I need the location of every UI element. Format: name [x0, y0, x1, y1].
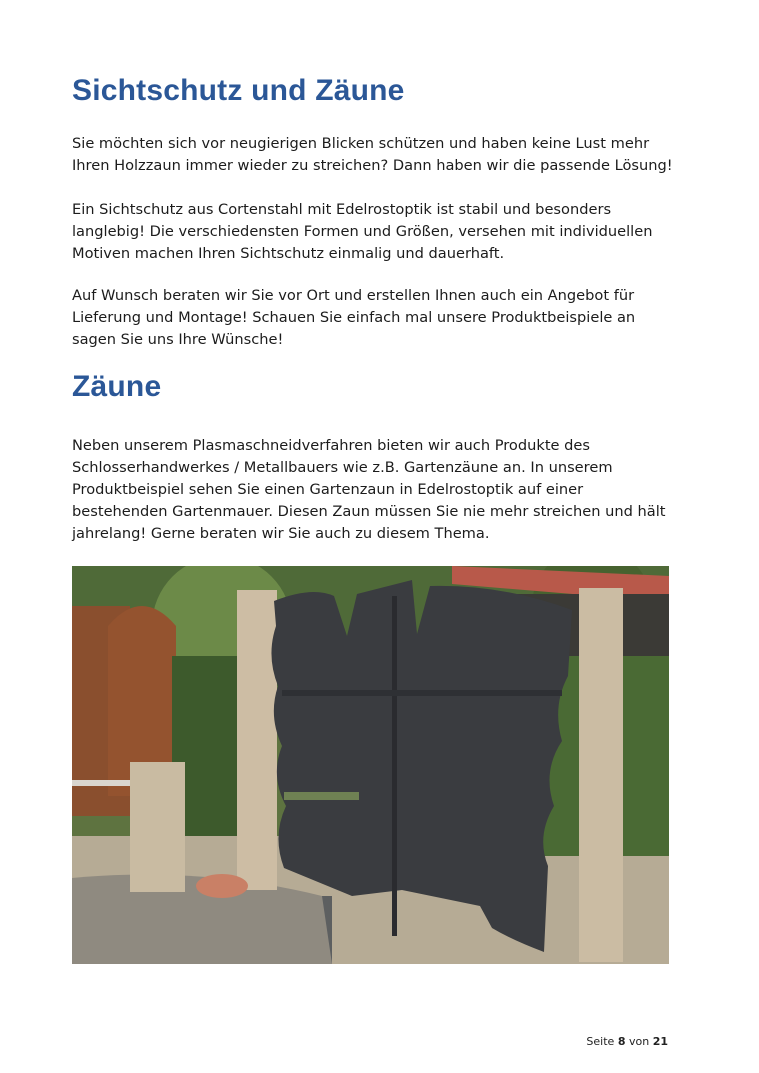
footer-current-page: 8: [617, 1035, 626, 1048]
footer-total-pages: 21: [652, 1035, 668, 1048]
page-footer: [586, 1035, 668, 1048]
section-heading-fences: Zäune: [72, 370, 162, 403]
paragraph-intro: Sie möchten sich vor neugierigen Blicken schützen und haben keine Lust mehr Ihren Holzzaun immer wieder zu streichen? Dann haben wir die passende Lösung!: [72, 135, 673, 174]
section-heading-privacy: Sichtschutz und Zäune: [72, 74, 405, 107]
paragraph-fences: Neben unserem Plasmaschneidverfahren bieten wir auch Produkte des Schlosserhandwerkes / Metallbauers wie z.B. Gartenzäune an. In unserem Produktbeispiel sehen Sie einen Gartenzaun in Edelrostoptik auf einer bestehenden Gartenmauer. Diesen Zaun müssen Sie nie mehr streichen und hält jahrelang! Gerne beraten wir Sie auch zu diesem Thema.: [72, 437, 666, 542]
footer-prefix: Seite: [586, 1035, 615, 1048]
paragraph-cortensteel: Ein Sichtschutz aus Cortenstahl mit Edelrostoptik ist stabil und besonders langlebig! Die verschiedensten Formen und Größen, versehen mit individuellen Motiven machen Ihren Sichtschutz einmalig und dauerhaft.: [72, 201, 653, 262]
paragraph-consulting: Auf Wunsch beraten wir Sie vor Ort und erstellen Ihnen auch ein Angebot für Lieferung und Montage! Schauen Sie einfach mal unsere Produktbeispiele an sagen Sie uns Ihre Wünsche!: [72, 287, 636, 348]
footer-separator: von: [628, 1035, 650, 1048]
garden-gate-photo: [72, 566, 669, 964]
